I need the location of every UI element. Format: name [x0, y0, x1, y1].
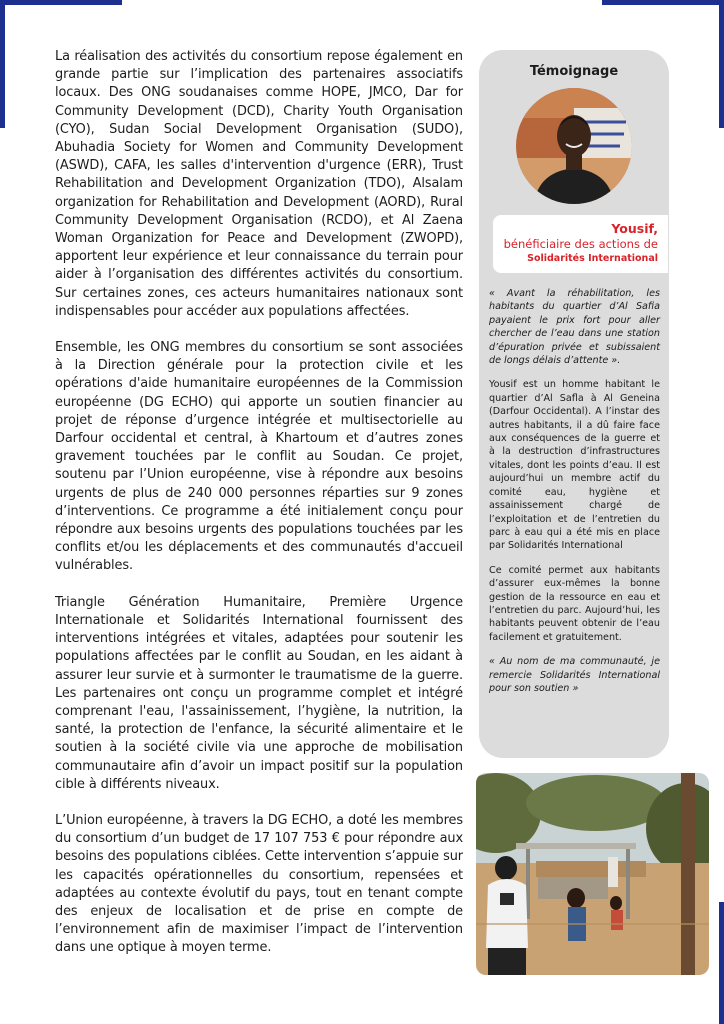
testimonial-name-card — [493, 215, 668, 273]
article-body — [55, 48, 463, 976]
article-paragraph: La réalisation des activités du consortium repose également en grande partie sur l’implication des partenaires associatifs locaux. Des ONG soudanaises comme HOPE, JMCO, Dar for Community Development (DCD), Charity Youth Organisation (CYO), Sudan Social Development Organisation (SUDO), Abuhadia Society for Women and Community Development (ASWD), CAFA, les salles d'intervention d'urgence (ERR), Trust Rehabilitation and Development Organization (TDO), Alsalam organization for Rehabilitation and Development (AORD), Rural Community Development Organisation (RCDO), et Al Zaena Woman Organization for Peace and Development (ZWOPD), apportent leur expérience et leur connaissance du terrain pour aider à l’organisation des différentes activités du consortium. Sur certaines zones, ces acteurs humanitaires nationaux sont indispensables pour accéder aux populations affectées. — [55, 49, 463, 319]
article-paragraph: L’Union européenne, à travers la DG ECHO, a doté les membres du consortium d’un budget de 17 107 753 € pour répondre aux besoins des populations ciblées. Cette intervention s’appuie sur les capacités opérationnelles du consortium, repensées et adaptées au contexte évolutif du pays, tout en tenant compte des enjeux de localisation et de prise en compte de l’environnement afin de maximiser l’impact de l’intervention dans une optique à moyen terme. — [55, 812, 463, 956]
testimonial-quote-closing: « Au nom de ma communauté, je remercie Solidarités International pour son soutien » — [489, 656, 660, 694]
portrait-photo — [516, 88, 632, 204]
testimonial-sidebar — [479, 50, 669, 758]
water-park-photo — [476, 773, 709, 975]
testimonial-body: Ce comité permet aux habitants d’assurer eux-mêmes la bonne gestion de la ressource en eau et l’entretien du parc. Aujourd’hui, les habitants peuvent obtenir de l’eau facilement et gratuitement. — [489, 564, 660, 643]
testimonial-body: Yousif est un homme habitant le quartier d’Al Safla à Al Geneina (Darfour Occidental). A l’instar des autres habitants, il a dû faire face aux conséquences de la guerre et à la destruction d’infrastructures vitales, dont les points d’eau. Il est aujourd’hui un membre actif du comité eau, hygiène et assainissement chargé de l’exploitation et de l’entretien du parc à eau qui a été mis en place par Solidarités International — [489, 379, 660, 552]
testimonial-heading: Témoignage — [529, 64, 619, 79]
testimonial-name: Yousif, — [611, 221, 658, 236]
corner-bracket-top-left-vertical — [0, 0, 5, 128]
corner-bracket-top-left-horizontal — [0, 0, 122, 5]
corner-bracket-top-right-vertical — [719, 0, 724, 128]
article-paragraph: Triangle Génération Humanitaire, Première Urgence Internationale et Solidarités International fournissent des interventions intégrées et vitales, adaptées pour soutenir les populations affectées par le conflit au Soudan, en les aidant à assurer leur survie et à surmonter le traumatisme de la guerre. Les partenaires ont conçu un programme complet et intégré comprenant l'eau, l'assainissement, l’hygiène, la nutrition, la santé, la protection de l'enfance, la sécurité alimentaire et le soutien à la société civile via une approche de mobilisation communautaire afin d’avoir un impact positif sur la population cible à différents niveaux. — [55, 594, 463, 792]
testimonial-quote-opening: « Avant la réhabilitation, les habitants du quartier d’Al Safia payaient le prix fort pour aller chercher de l’eau dans une station d’épuration privée et subissaient de longs délais d’attente ». — [489, 288, 660, 367]
corner-bracket-top-right-horizontal — [602, 0, 724, 5]
testimonial-organization: Solidarités International — [527, 253, 658, 264]
article-paragraph: Ensemble, les ONG membres du consortium se sont associées à la Direction générale pour la protection civile et les opérations d'aide humanitaire européennes de la Commission européenne (DG ECHO) qui apporte un soutien financier au projet de réponse d’urgence intégrée et multisectorielle au Darfour occidental et central, à Khartoum et d’autres zones gravement touchées par le conflit au Soudan. Ce projet, soutenu par l’Union européenne, vise à répondre aux besoins urgents de plus de 240 000 personnes réparties sur 9 zones d’interventions. Ce programme a été initialement conçu pour répondre aux besoins urgents des populations touchées par les conflits et/ou les déplacements et des communautés d'accueil vulnérables. — [55, 340, 463, 574]
field-scene-illustration — [476, 773, 709, 975]
testimonial-text — [489, 287, 660, 706]
testimonial-role: bénéficiaire des actions de — [503, 237, 658, 251]
corner-bracket-bottom-right-vertical — [719, 902, 724, 1024]
avatar — [516, 88, 632, 204]
